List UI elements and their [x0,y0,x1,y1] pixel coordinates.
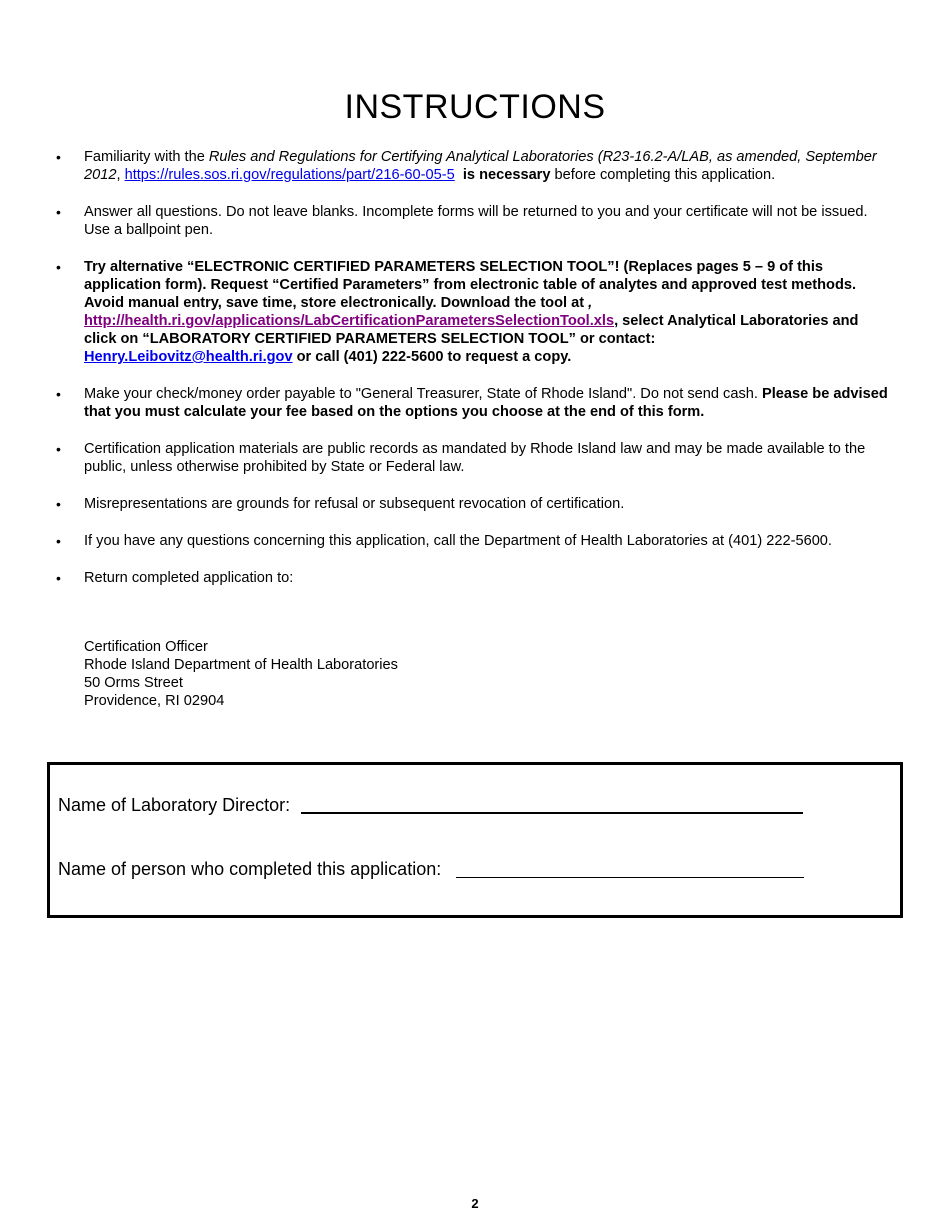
instruction-item-payment [0,385,950,421]
bullet-icon: • [56,441,61,457]
bullet-icon: • [56,386,61,402]
address-line-2: Rhode Island Department of Health Laboratories [84,657,398,673]
instruction-item-misrepresentations [0,495,950,513]
payment-fee-notice: Please be advised that you must calculate your fee based on the options you choose at the end of this form. [84,386,888,420]
regulations-link[interactable]: https://rules.sos.ri.gov/regulations/part/216-60-05-5 [124,167,455,183]
misrepresentations-text: Misrepresentations are grounds for refusal or subsequent revocation of certification. [84,496,625,512]
public-records-text: Certification application materials are public records as mandated by Rhode Island law and may be made available to the public, unless otherwise prohibited by State or Federal law. [84,441,866,475]
instruction-item-answer-all [0,203,950,239]
selection-tool-post-text: or call (401) 222-5600 to request a copy. [292,349,572,365]
completer-name-row [58,859,441,880]
completer-name-label: Name of person who completed this application: [58,859,442,879]
bullet-icon: • [56,496,61,512]
instruction-item-questions [0,532,950,550]
answer-all-text: Answer all questions. Do not leave blanks. Incomplete forms will be returned to you and your certificate will not be issued. Use a ballpoint pen. [84,204,868,238]
instruction-item-public-records [0,440,950,476]
address-line-3: 50 Orms Street [84,675,183,691]
director-name-field[interactable] [301,812,803,814]
selection-tool-pre-text: Try alternative “ELECTRONIC CERTIFIED PARAMETERS SELECTION TOOL”! (Replaces pages 5 – 9 of this application form). Request “Certified Parameters” from electronic table of analytes and approved test methods. Avoid manual entry, save time, store electronically. Download the tool at [84,259,857,311]
instruction-item-return [0,569,950,587]
regulations-pre-text: Familiarity with the [84,149,209,165]
selection-tool-comma: , [588,295,593,311]
instructions-list [0,148,950,606]
regulations-comma: , [116,167,125,183]
instruction-item-regulations [0,148,950,184]
return-text: Return completed application to: [84,570,294,586]
page-title: INSTRUCTIONS [344,88,606,126]
bullet-icon: • [56,570,61,586]
director-name-label: Name of Laboratory Director: [58,795,291,815]
bullet-icon: • [56,149,61,165]
selection-tool-link[interactable]: http://health.ri.gov/applications/LabCertificationParametersSelectionTool.xls [84,313,615,329]
regulations-post-text: before completing this application. [550,167,776,183]
address-line-1: Certification Officer [84,639,208,655]
contact-email-link[interactable]: Henry.Leibovitz@health.ri.gov [84,349,293,365]
bullet-icon: • [56,259,61,275]
selection-tool-mid-text: , select Analytical Laboratories and click on “LABORATORY CERTIFIED PARAMETERS SELECTION TOOL” or contact: [84,313,859,347]
instruction-item-selection-tool [0,258,950,366]
return-address [84,638,398,710]
bullet-icon: • [56,533,61,549]
regulations-necessary-text: is necessary [462,167,551,183]
regulations-title: Rules and Regulations for Certifying Analytical Laboratories (R23-16.2-A/LAB, as amended, September 2012 [84,149,877,183]
questions-text: If you have any questions concerning this application, call the Department of Health Laboratories at (401) 222-5600. [84,533,832,549]
signature-box [47,762,903,918]
page-number: 2 [471,1196,479,1211]
payment-text: Make your check/money order payable to "General Treasurer, State of Rhode Island". Do not send cash. [84,386,762,402]
address-line-4: Providence, RI 02904 [84,693,225,709]
completer-name-field[interactable] [456,877,804,878]
director-name-row [58,795,290,816]
bullet-icon: • [56,204,61,220]
